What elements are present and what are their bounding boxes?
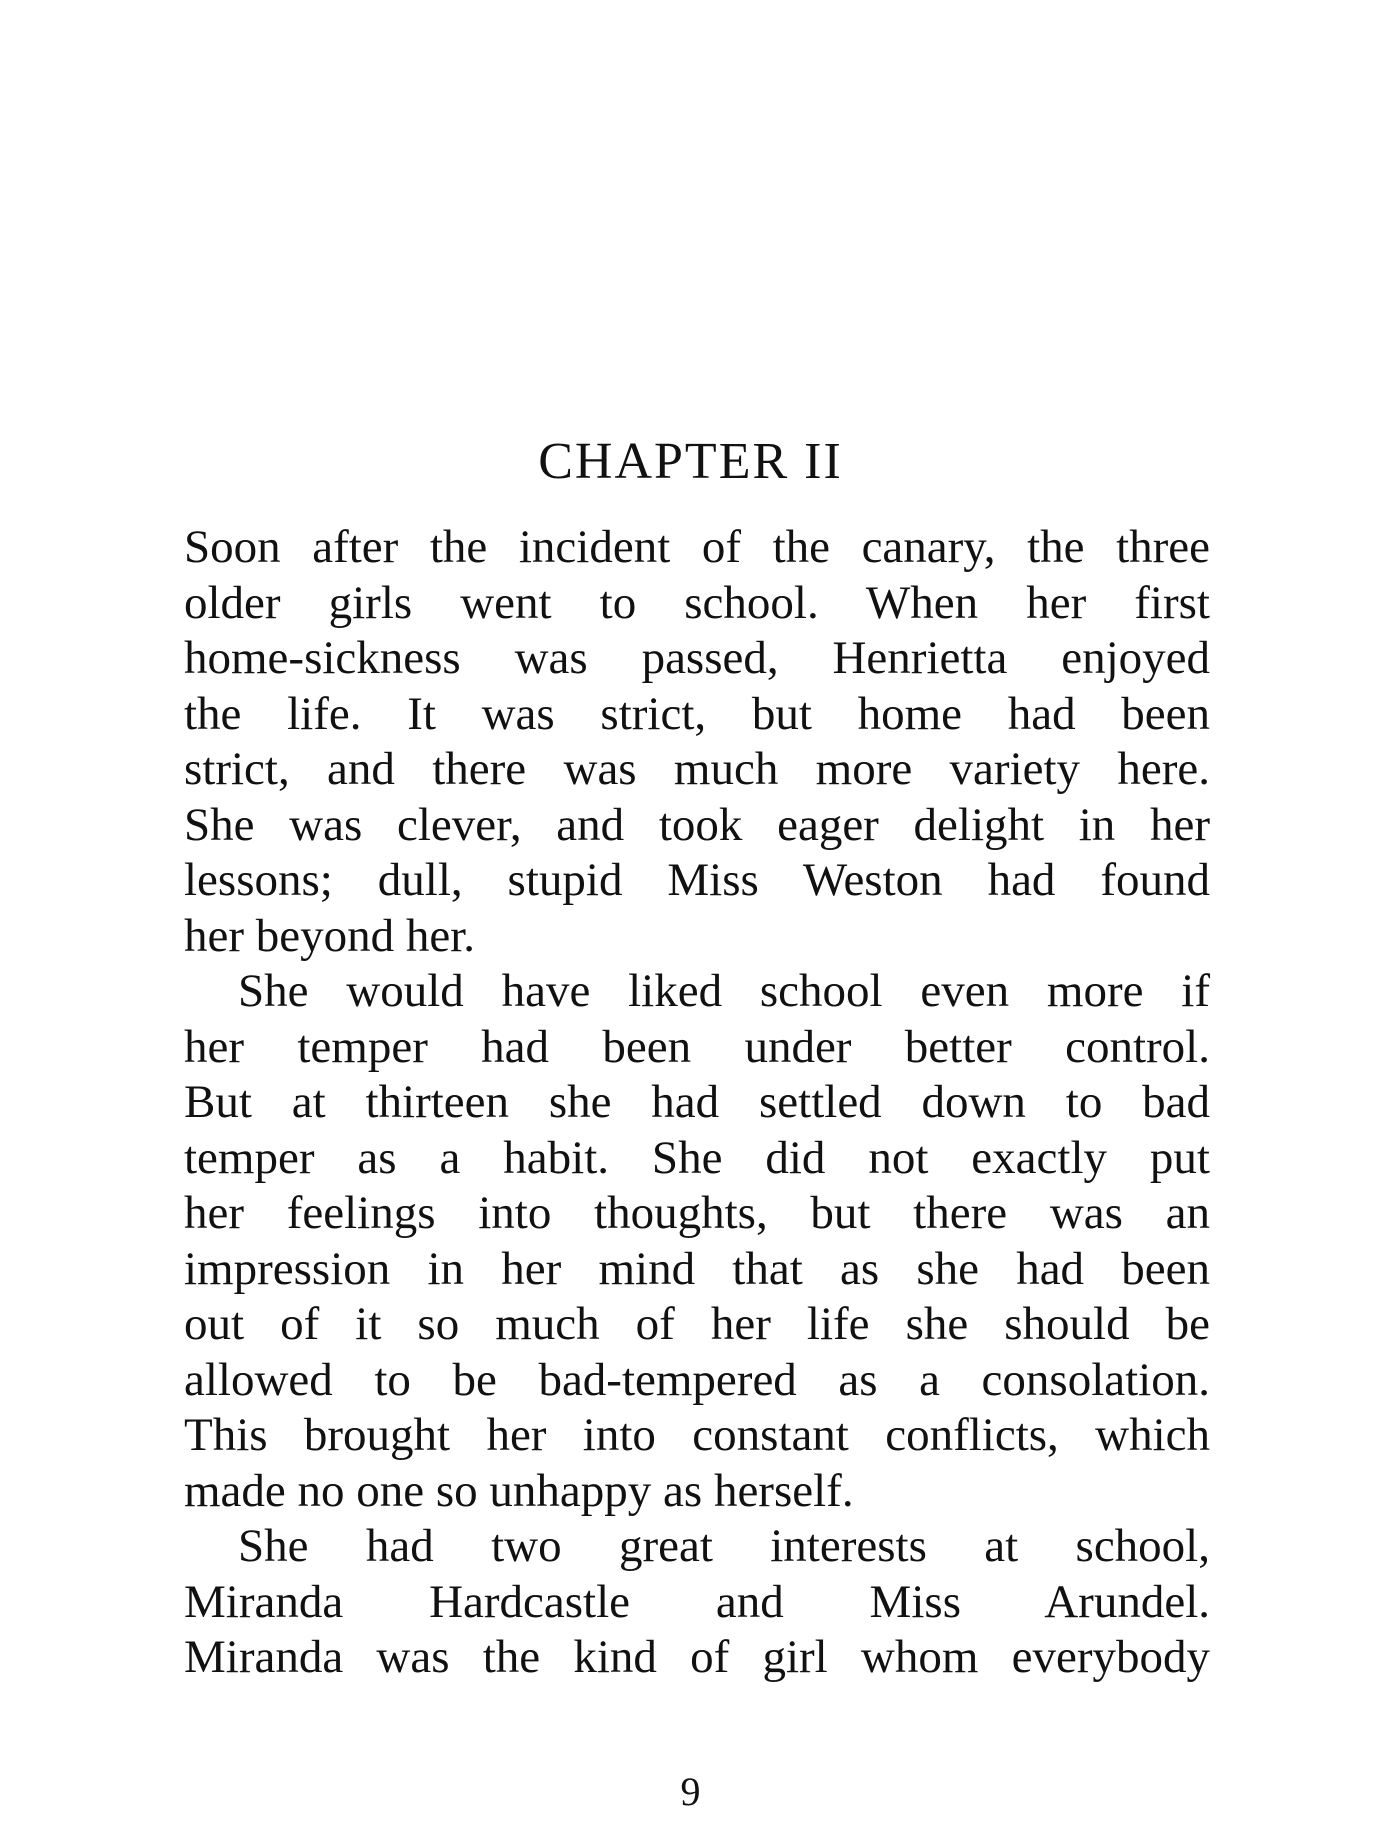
text-line: She was clever, and took eager delight in her xyxy=(184,798,1210,851)
text-line: lessons; dull, stupid Miss Weston had found xyxy=(184,854,1210,906)
text-line: allowed to be bad-tempered as a consolation. xyxy=(184,1353,1210,1406)
text-line: older girls went to school. When her first xyxy=(184,576,1210,629)
text-line: temper as a habit. She did not exactly put xyxy=(184,1131,1210,1184)
text-line: But at thirteen she had settled down to bad xyxy=(184,1076,1210,1128)
text-line: impression in her mind that as she had been xyxy=(184,1242,1210,1295)
text-line: her beyond her. xyxy=(184,909,476,962)
page-number: 9 xyxy=(680,1769,701,1814)
chapter-heading: CHAPTER II xyxy=(538,433,843,490)
text-line: This brought her into constant conflicts, which xyxy=(184,1409,1210,1461)
text-line: strict, and there was much more variety here. xyxy=(184,743,1210,795)
text-line: Soon after the incident of the canary, the three xyxy=(184,521,1210,573)
text-line: her temper had been under better control. xyxy=(184,1020,1210,1073)
text-line: made no one so unhappy as herself. xyxy=(184,1464,854,1517)
text-line: Miranda Hardcastle and Miss Arundel. xyxy=(184,1575,1210,1628)
text-line: She would have liked school even more if xyxy=(238,965,1210,1017)
text-line: out of it so much of her life she should be xyxy=(184,1298,1210,1350)
text-line: Miranda was the kind of girl whom everybody xyxy=(184,1631,1210,1683)
body-text xyxy=(184,520,1210,1686)
text-line: the life. It was strict, but home had been xyxy=(184,687,1210,740)
text-line: her feelings into thoughts, but there was an xyxy=(184,1187,1210,1239)
text-line: home-sickness was passed, Henrietta enjoyed xyxy=(184,632,1210,684)
text-line: She had two great interests at school, xyxy=(238,1520,1210,1572)
